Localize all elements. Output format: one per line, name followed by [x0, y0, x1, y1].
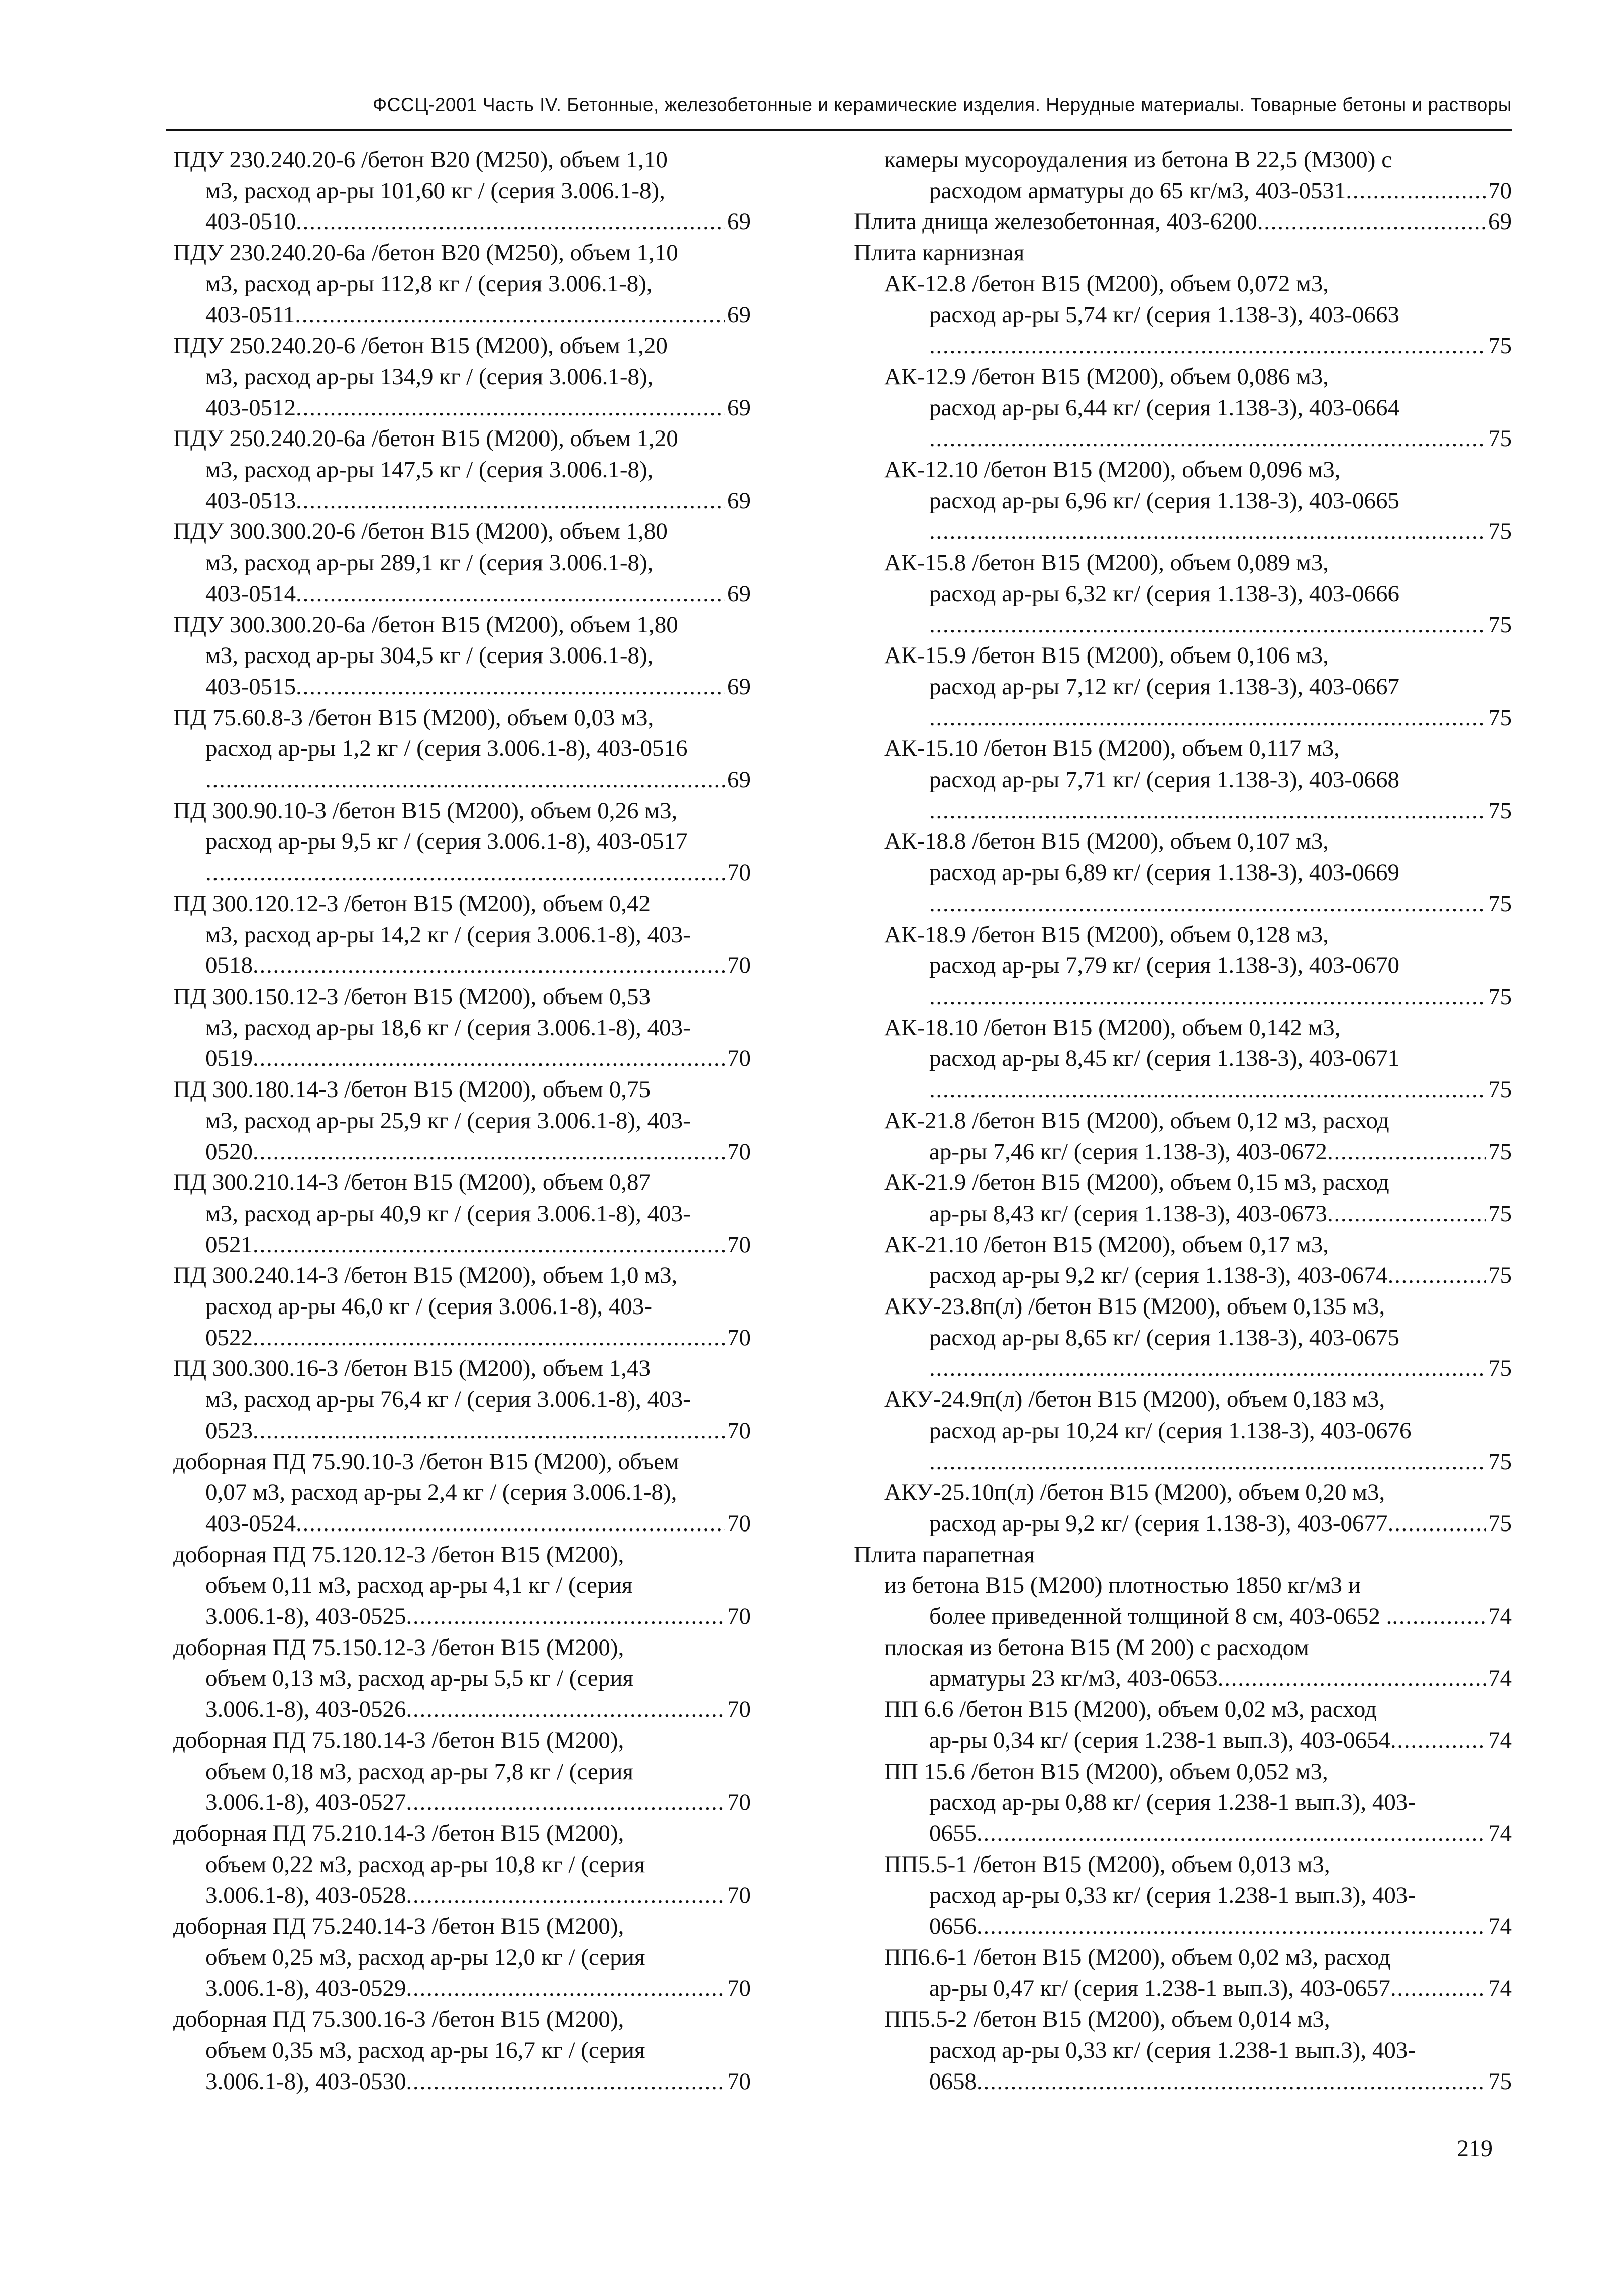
index-entry-line: объем 0,25 м3, расход ар-ры 12,0 кг / (серия: [205, 1944, 645, 1971]
index-entry-line: камеры мусороудаления из бетона В 22,5 (М300) с: [884, 147, 1392, 173]
index-page-ref: 75: [1488, 425, 1512, 452]
index-entry-line: ПП5.5-2 /бетон В15 (М200), объем 0,014 м3,: [884, 2006, 1330, 2033]
index-entry-line: 0,07 м3, расход ар-ры 2,4 кг / (серия 3.006.1-8),: [205, 1479, 677, 1506]
index-page-ref: 75: [1488, 333, 1512, 359]
index-entry-tail: 3.006.1-8), 403-0528: [205, 1882, 406, 1909]
index-entry-line: расход ар-ры 8,45 кг/ (серия 1.138-3), 403-0671: [929, 1045, 1400, 1072]
index-entry: [854, 455, 1512, 548]
index-entry-tail: 0519: [205, 1045, 253, 1072]
index-entry-line: АК-21.8 /бетон В15 (М200), объем 0,12 м3, расход: [884, 1107, 1389, 1134]
index-page-ref: 74: [1488, 1975, 1512, 2002]
dot-leader: [406, 1880, 725, 1911]
index-entry: [854, 1167, 1512, 1229]
index-entry-tail: 403-0512: [205, 394, 296, 421]
index-entry-line: ПП 15.6 /бетон В15 (М200), объем 0,052 м3,: [884, 1758, 1328, 1785]
index-entry-tail: 0656: [929, 1913, 977, 1940]
index-entry: [854, 1632, 1512, 1694]
dot-leader: [296, 579, 725, 610]
index-entry: [173, 516, 751, 609]
index-entry: [173, 610, 751, 703]
index-page-ref: 75: [1488, 1200, 1512, 1227]
index-entry-line: расход ар-ры 0,88 кг/ (серия 1.238-1 вып.3), 403-: [929, 1789, 1416, 1816]
index-entry-line: объем 0,35 м3, расход ар-ры 16,7 кг / (серия: [205, 2037, 645, 2063]
index-entry-tail: 0658: [929, 2068, 977, 2095]
dot-leader: [296, 486, 725, 517]
index-page-ref: 75: [1488, 1262, 1512, 1289]
index-entry-line: ПП 6.6 /бетон В15 (М200), объем 0,02 м3, расход: [884, 1696, 1377, 1723]
index-entry-line: объем 0,22 м3, расход ар-ры 10,8 кг / (серия: [205, 1851, 645, 1878]
index-entry: [173, 889, 751, 981]
dot-leader: [296, 1508, 725, 1540]
index-entry-line: АК-12.10 /бетон В15 (М200), объем 0,096 м3,: [884, 457, 1341, 483]
index-entry-line: м3, расход ар-ры 18,6 кг / (серия 3.006.1-8), 403-: [205, 1014, 691, 1041]
index-entry-line: расход ар-ры 7,71 кг/ (серия 1.138-3), 403-0668: [929, 767, 1400, 793]
index-entry: [173, 1725, 751, 1818]
index-entry: [173, 331, 751, 423]
index-entry-tail: ар-ры 0,34 кг/ (серия 1.238-1 вып.3), 403-0654: [929, 1727, 1390, 1754]
index-entry-line: ПД 300.90.10-3 /бетон В15 (М200), объем 0,26 м3,: [173, 797, 678, 824]
index-entry-line: АКУ-23.8п(л) /бетон В15 (М200), объем 0,135 м3,: [884, 1293, 1385, 1320]
index-entry: [854, 1013, 1512, 1106]
index-entry: [173, 703, 751, 796]
index-entry-line: доборная ПД 75.240.14-3 /бетон В15 (М200),: [173, 1913, 624, 1940]
index-entry: [173, 1353, 751, 1446]
index-page-ref: 75: [1488, 1448, 1512, 1475]
header-rule: [166, 129, 1512, 131]
index-entry-line: м3, расход ар-ры 289,1 кг / (серия 3.006.1-8),: [205, 550, 654, 576]
index-entry: [173, 1074, 751, 1167]
dot-leader: [253, 1043, 725, 1074]
index-page-ref: 70: [727, 1696, 751, 1723]
index-entry-line: ПДУ 250.240.20-6 /бетон В15 (М200), объем 1,20: [173, 333, 668, 359]
dot-leader: [977, 1911, 1486, 1942]
index-entry-line: плоская из бетона В15 (М 200) с расходом: [884, 1634, 1309, 1661]
index-entry-line: расход ар-ры 1,2 кг / (серия 3.006.1-8), 403-0516: [205, 735, 688, 762]
index-page-ref: 75: [1488, 797, 1512, 824]
index-entry: [854, 2004, 1512, 2097]
index-entry: [173, 2004, 751, 2097]
index-entry-line: м3, расход ар-ры 134,9 кг / (серия 3.006.1-8),: [205, 363, 654, 390]
index-entry-line: АК-21.10 /бетон В15 (М200), объем 0,17 м3,: [884, 1231, 1329, 1258]
index-entry-line: доборная ПД 75.180.14-3 /бетон В15 (М200),: [173, 1727, 624, 1754]
dot-leader: [929, 1353, 1486, 1384]
index-entry: [854, 1849, 1512, 1942]
index-entry-tail: 0655: [929, 1820, 977, 1846]
index-entry: [854, 1694, 1512, 1756]
dot-leader: [929, 1447, 1486, 1478]
index-entry-line: расход ар-ры 6,44 кг/ (серия 1.138-3), 403-0664: [929, 394, 1400, 421]
index-entry-tail: Плита днища железобетонная, 403-6200: [854, 208, 1257, 235]
index-entry-line: объем 0,13 м3, расход ар-ры 5,5 кг / (серия: [205, 1665, 633, 1692]
index-page-ref: 69: [727, 301, 751, 328]
index-page-ref: 69: [727, 208, 751, 235]
index-entry-tail: 403-0511: [205, 301, 295, 328]
index-entry-line: м3, расход ар-ры 25,9 кг / (серия 3.006.1-8), 403-: [205, 1107, 691, 1134]
index-page-ref: 75: [1488, 611, 1512, 638]
index-page-ref: 75: [1488, 704, 1512, 731]
index-page-ref: 70: [727, 1603, 751, 1630]
index-page-ref: 70: [727, 1882, 751, 1909]
index-entry-line: расход ар-ры 9,5 кг / (серия 3.006.1-8), 403-0517: [205, 828, 688, 855]
index-entry-tail: расходом арматуры до 65 кг/м3, 403-0531: [929, 177, 1346, 204]
index-entry-line: доборная ПД 75.300.16-3 /бетон В15 (М200),: [173, 2006, 624, 2033]
index-entry-line: ПДУ 230.240.20-6а /бетон В20 (М250), объем 1,10: [173, 240, 678, 266]
index-entry-line: АК-15.10 /бетон В15 (М200), объем 0,117 м3,: [884, 735, 1340, 762]
index-entry-line: АК-18.8 /бетон В15 (М200), объем 0,107 м3,: [884, 828, 1329, 855]
index-entry-line: АК-18.10 /бетон В15 (М200), объем 0,142 м3,: [884, 1014, 1341, 1041]
index-entry-line: АК-18.9 /бетон В15 (М200), объем 0,128 м3,: [884, 921, 1329, 948]
dot-leader: [929, 796, 1486, 827]
dot-leader: [1346, 176, 1486, 207]
dot-leader: [295, 300, 725, 331]
dot-leader: [406, 1601, 725, 1632]
dot-leader: [1388, 1260, 1486, 1291]
index-entry-tail: расход ар-ры 9,2 кг/ (серия 1.138-3), 403-0674: [929, 1262, 1388, 1289]
index-entry-tail: расход ар-ры 9,2 кг/ (серия 1.138-3), 403-0677: [929, 1510, 1388, 1537]
index-entry-line: доборная ПД 75.90.10-3 /бетон В15 (М200), объем: [173, 1448, 679, 1475]
index-entry: [173, 1540, 751, 1632]
index-heading: Плита карнизная: [854, 240, 1025, 266]
dot-leader: [406, 1694, 725, 1725]
index-entry: [854, 362, 1512, 455]
index-entry-line: расход ар-ры 6,32 кг/ (серия 1.138-3), 403-0666: [929, 580, 1400, 607]
index-heading: Плита парапетная: [854, 1541, 1035, 1568]
index-page-ref: 74: [1488, 1727, 1512, 1754]
index-page-ref: 69: [727, 673, 751, 700]
index-entry-line: расход ар-ры 6,89 кг/ (серия 1.138-3), 403-0669: [929, 859, 1400, 886]
dot-leader: [296, 393, 725, 424]
index-page-ref: 70: [727, 1231, 751, 1258]
dot-leader: [977, 2066, 1486, 2098]
dot-leader: [929, 516, 1486, 548]
index-entry-line: м3, расход ар-ры 40,9 кг / (серия 3.006.1-8), 403-: [205, 1200, 691, 1227]
index-entry: [173, 1632, 751, 1725]
index-entry-tail: 3.006.1-8), 403-0526: [205, 1696, 406, 1723]
index-entry-line: из бетона В15 (М200) плотностью 1850 кг/м3 и: [884, 1572, 1361, 1599]
index-page-ref: 69: [727, 767, 751, 793]
index-entry-tail: 403-0510: [205, 208, 296, 235]
dot-leader: [929, 981, 1486, 1013]
index-entry-tail: ар-ры 8,43 кг/ (серия 1.138-3), 403-0673: [929, 1200, 1327, 1227]
index-entry: [854, 206, 1512, 238]
dot-leader: [253, 1323, 725, 1354]
index-entry: [173, 1167, 751, 1260]
dot-leader: [1327, 1198, 1486, 1230]
dot-leader: [929, 1074, 1486, 1106]
index-entry-tail: 3.006.1-8), 403-0529: [205, 1975, 406, 2002]
dot-leader: [296, 206, 725, 238]
index-entry-line: ПД 300.180.14-3 /бетон В15 (М200), объем 0,75: [173, 1076, 651, 1103]
dot-leader: [1388, 1508, 1486, 1540]
index-entry-line: м3, расход ар-ры 304,5 кг / (серия 3.006.1-8),: [205, 642, 654, 669]
index-entry: [173, 145, 751, 238]
index-entry-line: ПДУ 250.240.20-6а /бетон В15 (М200), объем 1,20: [173, 425, 678, 452]
index-entry-line: ПД 75.60.8-3 /бетон В15 (М200), объем 0,03 м3,: [173, 704, 654, 731]
index-entry: [854, 1106, 1512, 1167]
index-entry-line: расход ар-ры 6,96 кг/ (серия 1.138-3), 403-0665: [929, 487, 1400, 514]
dot-leader: [406, 2066, 725, 2098]
index-entry-tail: арматуры 23 кг/м3, 403-0653: [929, 1665, 1218, 1692]
index-entry: [854, 1230, 1512, 1291]
index-entry-tail: 403-0514: [205, 580, 296, 607]
index-entry-line: ПД 300.120.12-3 /бетон В15 (М200), объем 0,42: [173, 890, 651, 917]
index-page-ref: 69: [727, 394, 751, 421]
index-entry-line: м3, расход ар-ры 147,5 кг / (серия 3.006.1-8),: [205, 457, 654, 483]
index-entry-line: ПДУ 300.300.20-6а /бетон В15 (М200), объем 1,80: [173, 611, 678, 638]
index-entry-line: расход ар-ры 0,33 кг/ (серия 1.238-1 вып.3), 403-: [929, 1882, 1416, 1909]
dot-leader: [253, 1137, 725, 1168]
dot-leader: [406, 1787, 725, 1818]
index-page-ref: 70: [727, 1975, 751, 2002]
index-page-ref: 69: [727, 487, 751, 514]
index-entry-line: АК-12.8 /бетон В15 (М200), объем 0,072 м3,: [884, 270, 1329, 297]
index-page-ref: 75: [1488, 983, 1512, 1010]
index-page-ref: 69: [1488, 208, 1512, 235]
index-page-ref: 75: [1488, 1076, 1512, 1103]
index-entry-line: АКУ-25.10п(л) /бетон В15 (М200), объем 0,20 м3,: [884, 1479, 1385, 1506]
index-page-ref: 74: [1488, 1913, 1512, 1940]
index-entry: [854, 1942, 1512, 2004]
index-entry: [854, 640, 1512, 733]
dot-leader: [929, 423, 1486, 455]
index-entry-tail: 3.006.1-8), 403-0525: [205, 1603, 406, 1630]
dot-leader: [1390, 1725, 1486, 1757]
index-column-left: [173, 145, 751, 2097]
index-page-ref: 69: [727, 580, 751, 607]
dot-leader: [253, 1415, 725, 1447]
index-entry-tail: 0523: [205, 1417, 253, 1444]
index-entry: [854, 1570, 1512, 1632]
index-page-ref: 70: [727, 1045, 751, 1072]
index-page-ref: 75: [1488, 518, 1512, 545]
index-entry: [173, 981, 751, 1074]
index-entry: [854, 145, 1512, 206]
index-page-ref: 70: [727, 952, 751, 979]
index-entry-tail: 403-0515: [205, 673, 296, 700]
dot-leader: [977, 1818, 1486, 1849]
index-entry-line: ПДУ 300.300.20-6 /бетон В15 (М200), объем 1,80: [173, 518, 668, 545]
index-entry-tail: 0521: [205, 1231, 253, 1258]
index-entry-line: м3, расход ар-ры 112,8 кг / (серия 3.006.1-8),: [205, 270, 653, 297]
index-entry: [173, 796, 751, 889]
index-entry-line: АК-15.9 /бетон В15 (М200), объем 0,106 м3,: [884, 642, 1329, 669]
index-entry-line: АК-21.9 /бетон В15 (М200), объем 0,15 м3, расход: [884, 1169, 1389, 1196]
dot-leader: [929, 703, 1486, 734]
index-page-ref: 74: [1488, 1603, 1512, 1630]
index-entry-line: объем 0,11 м3, расход ар-ры 4,1 кг / (серия: [205, 1572, 633, 1599]
index-entry-tail: 3.006.1-8), 403-0527: [205, 1789, 406, 1816]
index-entry-tail: 403-0524: [205, 1510, 296, 1537]
index-entry: [854, 1757, 1512, 1849]
index-entry: [854, 269, 1512, 362]
index-entry-line: ПП5.5-1 /бетон В15 (М200), объем 0,013 м3,: [884, 1851, 1330, 1878]
index-page-ref: 75: [1488, 1510, 1512, 1537]
index-entry-tail: 403-0513: [205, 487, 296, 514]
running-header: ФССЦ-2001 Часть IV. Бетонные, железобетонные и керамические изделия. Нерудные материалы. Товарные бетоны и растворы: [373, 94, 1512, 115]
index-entry: [854, 1384, 1512, 1477]
index-entry-line: доборная ПД 75.150.12-3 /бетон В15 (М200),: [173, 1634, 624, 1661]
index-page-ref: 70: [727, 1138, 751, 1165]
index-entry: [854, 826, 1512, 919]
index-entry-line: расход ар-ры 46,0 кг / (серия 3.006.1-8), 403-: [205, 1293, 653, 1320]
index-entry-line: расход ар-ры 10,24 кг/ (серия 1.138-3), 403-0676: [929, 1417, 1412, 1444]
index-page-ref: 75: [1488, 890, 1512, 917]
index-entry-tail: более приведенной толщиной 8 см, 403-0652 .: [929, 1603, 1392, 1630]
index-entry-line: расход ар-ры 0,33 кг/ (серия 1.238-1 вып.3), 403-: [929, 2037, 1416, 2063]
dot-leader: [929, 331, 1486, 362]
dot-leader: [1218, 1663, 1486, 1694]
index-entry: [854, 1477, 1512, 1539]
dot-leader: [929, 889, 1486, 920]
index-entry-line: АКУ-24.9п(л) /бетон В15 (М200), объем 0,183 м3,: [884, 1386, 1385, 1413]
index-entry: [173, 1447, 751, 1540]
index-entry-line: расход ар-ры 8,65 кг/ (серия 1.138-3), 403-0675: [929, 1324, 1400, 1351]
index-entry-line: ПД 300.300.16-3 /бетон В15 (М200), объем 1,43: [173, 1355, 651, 1382]
index-entry-line: м3, расход ар-ры 14,2 кг / (серия 3.006.1-8), 403-: [205, 921, 691, 948]
index-entry-line: ПП6.6-1 /бетон В15 (М200), объем 0,02 м3, расход: [884, 1944, 1391, 1971]
dot-leader: [406, 1973, 725, 2004]
index-entry-tail: 3.006.1-8), 403-0530: [205, 2068, 406, 2095]
index-entry: [173, 1911, 751, 2004]
dot-leader: [1257, 206, 1486, 238]
index-entry: [173, 423, 751, 516]
index-page-ref: 70: [727, 859, 751, 886]
dot-leader: [1327, 1137, 1486, 1168]
dot-leader: [1390, 1973, 1486, 2004]
dot-leader: [205, 857, 725, 889]
index-entry-line: м3, расход ар-ры 76,4 кг / (серия 3.006.1-8), 403-: [205, 1386, 691, 1413]
index-entry-line: расход ар-ры 7,12 кг/ (серия 1.138-3), 403-0667: [929, 673, 1400, 700]
index-entry: [173, 238, 751, 331]
dot-leader: [205, 764, 725, 796]
dot-leader: [253, 1230, 725, 1261]
index-entry: [854, 548, 1512, 640]
index-page-ref: 74: [1488, 1820, 1512, 1846]
index-entry: [854, 1291, 1512, 1384]
index-entry-tail: 0522: [205, 1324, 253, 1351]
page-number: 219: [1457, 2135, 1493, 2162]
index-entry-tail: ар-ры 7,46 кг/ (серия 1.138-3), 403-0672: [929, 1138, 1327, 1165]
index-entry-line: ПД 300.150.12-3 /бетон В15 (М200), объем 0,53: [173, 983, 651, 1010]
index-entry-line: доборная ПД 75.120.12-3 /бетон В15 (М200),: [173, 1541, 624, 1568]
dot-leader: [253, 950, 725, 981]
index-page-ref: 70: [727, 1324, 751, 1351]
index-entry-line: расход ар-ры 5,74 кг/ (серия 1.138-3), 403-0663: [929, 301, 1400, 328]
index-column-right: [854, 145, 1512, 2097]
index-entry-tail: ар-ры 0,47 кг/ (серия 1.238-1 вып.3), 403-0657: [929, 1975, 1390, 2002]
index-page-ref: 75: [1488, 2068, 1512, 2095]
index-entry: [854, 920, 1512, 1013]
index-entry-line: АК-15.8 /бетон В15 (М200), объем 0,089 м3,: [884, 550, 1329, 576]
index-entry: [173, 1260, 751, 1353]
index-page-ref: 70: [1488, 177, 1512, 204]
index-entry: [173, 1818, 751, 1911]
index-page-ref: 70: [727, 2068, 751, 2095]
index-entry-line: ПДУ 230.240.20-6 /бетон В20 (М250), объем 1,10: [173, 147, 668, 173]
index-page-ref: 74: [1488, 1665, 1512, 1692]
index-page-ref: 75: [1488, 1138, 1512, 1165]
index-entry: [854, 733, 1512, 826]
index-page-ref: 70: [727, 1417, 751, 1444]
index-entry-line: ПД 300.210.14-3 /бетон В15 (М200), объем 0,87: [173, 1169, 651, 1196]
index-entry-tail: 0518: [205, 952, 253, 979]
dot-leader: [1392, 1601, 1486, 1632]
dot-leader: [929, 610, 1486, 641]
index-page-ref: 70: [727, 1510, 751, 1537]
dot-leader: [296, 672, 725, 703]
index-entry-tail: 0520: [205, 1138, 253, 1165]
index-entry-line: ПД 300.240.14-3 /бетон В15 (М200), объем 1,0 м3,: [173, 1262, 678, 1289]
index-page-ref: 70: [727, 1789, 751, 1816]
index-entry-line: м3, расход ар-ры 101,60 кг / (серия 3.006.1-8),: [205, 177, 665, 204]
index-entry-line: АК-12.9 /бетон В15 (М200), объем 0,086 м3,: [884, 363, 1329, 390]
index-page-ref: 75: [1488, 1355, 1512, 1382]
index-entry-line: доборная ПД 75.210.14-3 /бетон В15 (М200),: [173, 1820, 624, 1846]
index-entry-line: объем 0,18 м3, расход ар-ры 7,8 кг / (серия: [205, 1758, 633, 1785]
index-entry-line: расход ар-ры 7,79 кг/ (серия 1.138-3), 403-0670: [929, 952, 1400, 979]
